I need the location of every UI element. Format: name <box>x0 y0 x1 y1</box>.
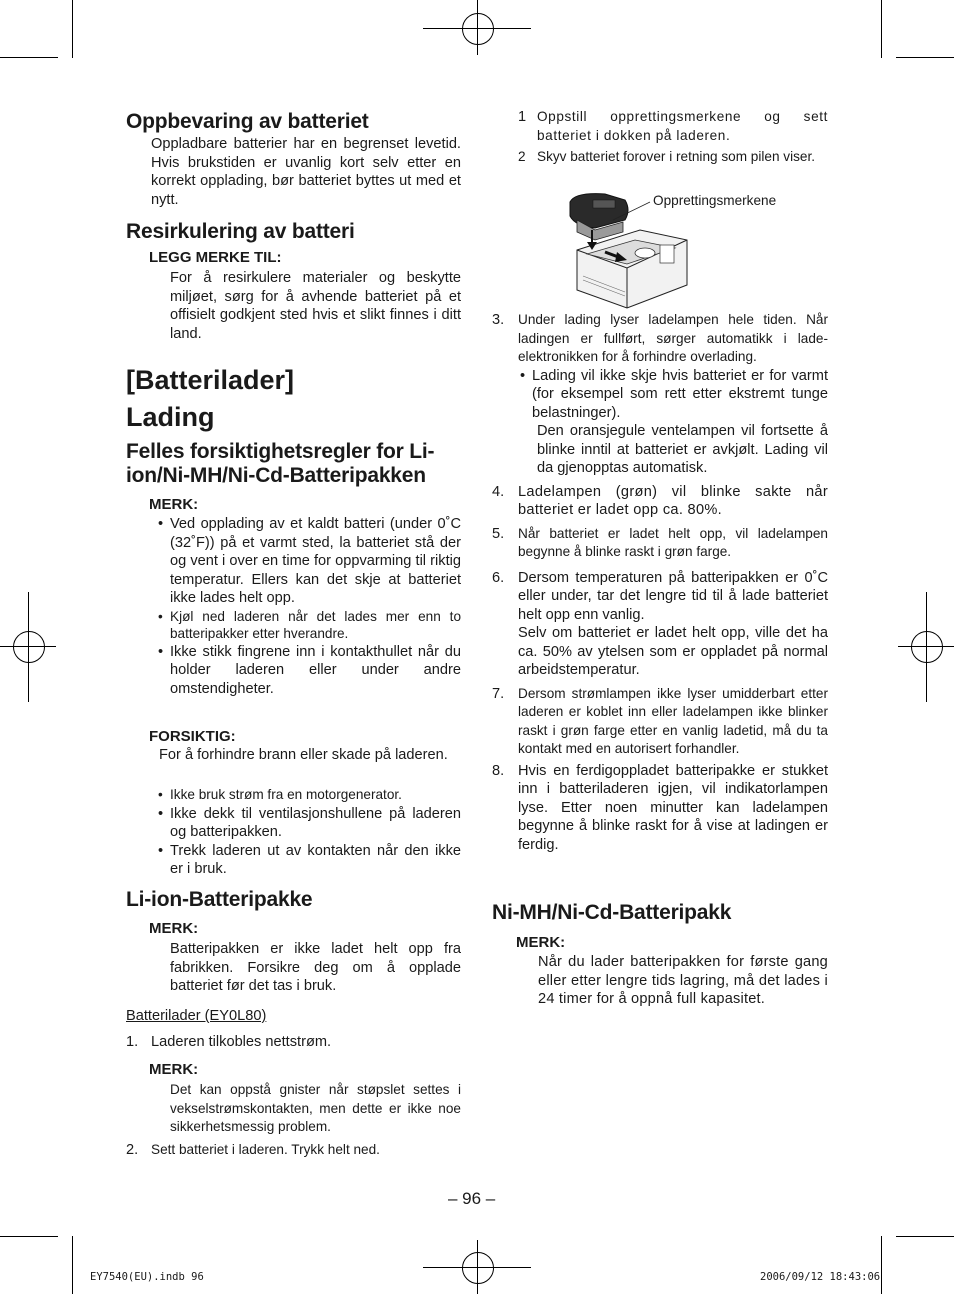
step-number: 1 <box>518 109 527 125</box>
step-text: Ladelampen (grøn) vil blinke sakte når batteriet er ladet opp ca. 80%. <box>518 483 828 518</box>
storage-heading: Oppbevaring av batteriet <box>126 110 369 133</box>
merk-label: MERK: <box>149 496 199 513</box>
list-item: • Kjøl ned laderen når det lades mer enn to batteripakker etter hverandre. <box>158 608 461 643</box>
liion-merk-label: MERK: <box>149 920 199 937</box>
step-6 <box>492 569 828 625</box>
step-number: 5. <box>492 525 505 542</box>
step-text: Når batteriet er ladet helt opp, vil ladelampen begynne å blinke raskt i grøn farge. <box>518 525 828 559</box>
nimh-heading: Ni-MH/Ni-Cd-Batteripakk <box>492 901 732 924</box>
caution-intro: For å forhindre brann eller skade på laderen. <box>159 747 448 763</box>
steps-list <box>492 311 828 854</box>
nimh-merk-label: MERK: <box>516 934 566 951</box>
caution-list <box>158 786 461 879</box>
list-item: • Ved opplading av et kaldt batteri (under 0˚C (32˚F)) på et varmt sted, la batteriet stå der og vent i over en time for oppvarming til riktig temperatur. Ellers kan det skje at batteriet ikke lades helt opp. <box>158 515 461 608</box>
charging-heading: Lading <box>126 402 215 432</box>
step6-cont: Selv om batteriet er ladet helt opp, ville det ha ca. 50% av ytelsen som er oppladet på normal arbeidstemperatur. <box>518 625 828 678</box>
step-text: Dersom strømlampen ikke lyser umidderbart etter laderen er koblet inn eller ladelampen ikke blinker raskt i grøn farge etter en vanlig ladetid, må du ta kontakt med en autorisert forhandler. <box>518 685 828 756</box>
list-item: • Trekk laderen ut av kontakten når den ikke er i bruk. <box>158 842 461 879</box>
step-3 <box>492 311 828 367</box>
step-number: 2. <box>126 1142 139 1158</box>
step-number: 4. <box>492 483 505 500</box>
charger-model: Batterilader (EY0L80) <box>126 1008 267 1024</box>
list-item: • Lading vil ikke skje hvis batteriet er for varmt (for eksempel som rett etter ekstremt tunge belastninger). <box>520 367 828 423</box>
charger-heading: [Batterilader] <box>126 365 295 395</box>
step3-bullet-cont: Den oransjegule ventelampen vil fortsette å blinke inntil at batteriet er avkjølt. Lading vil da gjenopptas automatisk. <box>537 423 828 476</box>
nimh-merk-text: Når du lader batteripakken for første gang eller etter lengre tids lagring, må det lades i 24 timer for å oppnå full kapasitet. <box>538 954 828 1007</box>
step-text: Skyv batteriet forover i retning som pilen viser. <box>537 149 816 164</box>
step-number: 3. <box>492 312 505 328</box>
step-8 <box>492 762 828 855</box>
step-5 <box>492 525 828 562</box>
sub-step-1 <box>518 108 828 145</box>
caution-label: FORSIKTIG: <box>149 728 236 745</box>
step1-merk-text: Det kan oppstå gnister når støpslet settes i vekselstrømskontakten, men dette er ikke noe sikkerhetsmessig problem. <box>170 1082 461 1134</box>
step-number: 2 <box>518 149 526 164</box>
step-number: 8. <box>492 762 505 779</box>
step-text: Dersom temperaturen på batteripakken er 0˚C eller under, tar det lengre tid til å lade batteriet helt opp enn vanlig. <box>518 569 828 623</box>
step-text: Under lading lyser ladelampen hele tiden. Når ladingen er fullført, sørger automatikk i lade-elektronikken for å forhindre overlading. <box>518 312 828 364</box>
step-text: Hvis en ferdigoppladet batteripakke er stukket inn i batteriladeren igjen, vil indikatorlampen lyse. Etter noen minutter kan ladelampen begynne å blinke raskt for å vise at ladingen er ferdig. <box>518 762 828 853</box>
list-item: • Ikke stikk fingrene inn i kontakthullet når du holder laderen eller under andre omstendigheter. <box>158 643 461 699</box>
recycle-note-label: LEGG MERKE TIL: <box>149 249 282 266</box>
recycle-text: For å resirkulere materialer og beskytte miljøet, sørg for å avhende batteriet på et offisielt godkjent sted hvis et slikt finnes i ditt land. <box>170 270 461 342</box>
step-7 <box>492 685 828 759</box>
merk-list <box>158 515 461 698</box>
page-number: – 96 – <box>448 1189 496 1208</box>
file-name: EY7540(EU).indb 96 <box>90 1271 204 1283</box>
liion-heading: Li-ion-Batteripakke <box>126 888 313 911</box>
step1-merk-label: MERK: <box>149 1061 199 1078</box>
step-number: 6. <box>492 569 505 586</box>
list-item: • Ikke dekk til ventilasjonshullene på laderen og batteripakken. <box>158 805 461 842</box>
step-number: 7. <box>492 685 505 702</box>
step-text: Oppstill opprettingsmerkene og sett batteriet i dokken på laderen. <box>537 109 828 143</box>
charger-illustration <box>565 190 835 310</box>
storage-text: Oppladbare batterier har en begrenset levetid. Hvis brukstiden er uvanlig kort selv etter en korrekt opplading, bør batteriet byttes ut med et nytt. <box>151 136 461 208</box>
common-heading: Felles forsiktighetsregler for Li-ion/Ni-MH/Ni-Cd-Batteripakken <box>126 440 435 487</box>
step-text: Sett batteriet i laderen. Trykk helt ned. <box>151 1142 380 1157</box>
figure-label: Opprettingsmerkene <box>653 193 777 208</box>
liion-merk-text: Batteripakken er ikke ladet helt opp fra fabrikken. Forsikre deg om å opplade batteriet før det tas i bruk. <box>170 941 461 994</box>
timestamp: 2006/09/12 18:43:06 <box>760 1271 881 1283</box>
sub-step-2 <box>518 148 828 167</box>
list-item: • Ikke bruk strøm fra en motorgenerator. <box>158 786 461 805</box>
recycle-heading: Resirkulering av batteri <box>126 220 355 243</box>
step-4 <box>492 483 828 520</box>
step-number: 1. <box>126 1034 139 1050</box>
charger-figure <box>565 190 835 310</box>
step-text: Laderen tilkobles nettstrøm. <box>151 1034 332 1050</box>
